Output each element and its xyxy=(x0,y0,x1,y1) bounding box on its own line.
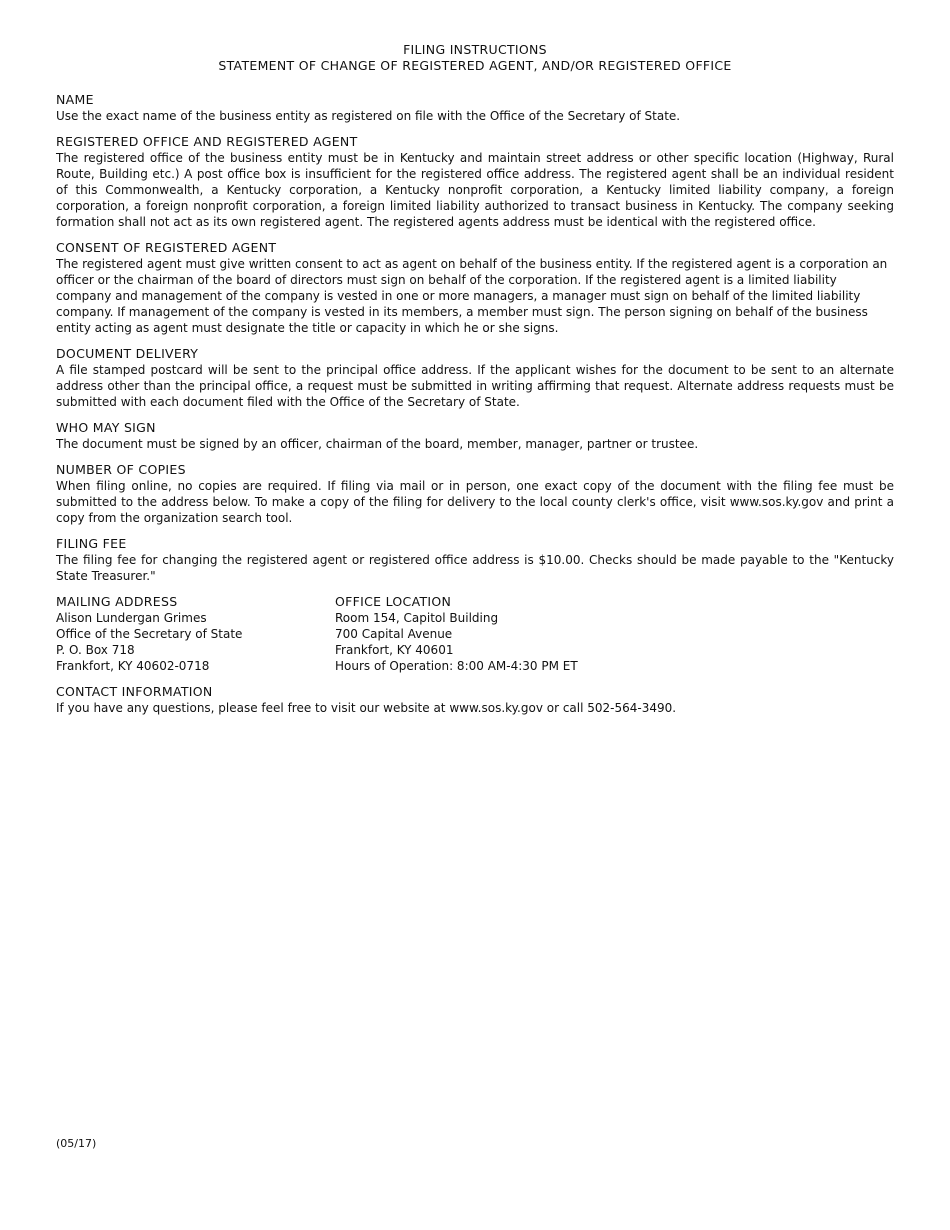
office-location-heading: OFFICE LOCATION xyxy=(335,594,452,609)
office-line: 700 Capital Avenue xyxy=(335,627,453,641)
section-text: A file stamped postcard will be sent to the principal office address. If the applicant wishes for the document to be sent to an alternate address other than the principal office, a request must be submitted in writing affirming that request. Alternate address requests must be submitted with each document filed with the Office of the Secretary of State. xyxy=(56,363,894,409)
mailing-line: P. O. Box 718 xyxy=(56,643,135,657)
office-line: Room 154, Capitol Building xyxy=(335,611,499,625)
section-heading: WHO MAY SIGN xyxy=(56,420,156,435)
instructions-page xyxy=(56,42,894,716)
section-document-delivery xyxy=(56,346,894,410)
mailing-address xyxy=(56,594,335,674)
section-text: The registered office of the business entity must be in Kentucky and maintain street address or other specific location (Highway, Rural Route, Building etc.) A post office box is insufficient for the registered office address. The registered agent shall be an individual resident of this Commonwealth, a Kentucky corporation, a Kentucky nonprofit corporation, a Kentucky limited liability company, a foreign corporation, a foreign nonprofit corporation, a foreign limited liability authorized to transact business in Kentucky. The company seeking formation shall not act as its own registered agent. The registered agents address must be identical with the registered office. xyxy=(56,151,894,229)
section-heading: REGISTERED OFFICE AND REGISTERED AGENT xyxy=(56,134,358,149)
section-heading: CONTACT INFORMATION xyxy=(56,684,213,699)
section-text: The registered agent must give written consent to act as agent on behalf of the business entity. If the registered agent is a corporation an officer or the chairman of the board of directors must sign on behalf of the corporation. If the registered agent is a limited liability company and management of the company is vested in one or more managers, a manager must sign on behalf of the limited liability company. If management of the company is vested in its members, a member must sign. The person signing on behalf of the business entity acting as agent must designate the title or capacity in which he or she signs. xyxy=(56,257,888,335)
revision-date: (05/17) xyxy=(56,1137,97,1150)
section-heading: CONSENT OF REGISTERED AGENT xyxy=(56,240,277,255)
address-block xyxy=(56,594,894,674)
mailing-line: Frankfort, KY 40602-0718 xyxy=(56,659,210,673)
mailing-line: Alison Lundergan Grimes xyxy=(56,611,207,625)
section-who-may-sign xyxy=(56,420,894,452)
section-text: The filing fee for changing the registered agent or registered office address is $10.00. Checks should be made payable to the "Kentucky State Treasurer." xyxy=(56,553,894,583)
section-text: The document must be signed by an officer, chairman of the board, member, manager, partner or trustee. xyxy=(56,437,699,451)
document-title xyxy=(56,42,894,74)
title-line-1: FILING INSTRUCTIONS xyxy=(403,42,547,57)
section-registered-office xyxy=(56,134,894,230)
section-heading: NUMBER OF COPIES xyxy=(56,462,186,477)
section-name xyxy=(56,92,894,124)
office-location xyxy=(335,594,578,674)
title-line-2: STATEMENT OF CHANGE OF REGISTERED AGENT, AND/OR REGISTERED OFFICE xyxy=(218,58,732,73)
section-text: When filing online, no copies are required. If filing via mail or in person, one exact copy of the document with the filing fee must be submitted to the address below. To make a copy of the filing for delivery to the local county clerk's office, visit www.sos.ky.gov and print a copy from the organization search tool. xyxy=(56,479,894,525)
section-heading: DOCUMENT DELIVERY xyxy=(56,346,199,361)
office-line: Hours of Operation: 8:00 AM-4:30 PM ET xyxy=(335,659,578,673)
section-heading: NAME xyxy=(56,92,94,107)
section-filing-fee xyxy=(56,536,894,584)
section-heading: FILING FEE xyxy=(56,536,127,551)
section-consent xyxy=(56,240,894,336)
office-line: Frankfort, KY 40601 xyxy=(335,643,454,657)
section-number-of-copies xyxy=(56,462,894,526)
section-contact-information xyxy=(56,684,894,716)
section-text: If you have any questions, please feel free to visit our website at www.sos.ky.gov or call 502-564-3490. xyxy=(56,701,677,715)
mailing-address-heading: MAILING ADDRESS xyxy=(56,594,178,609)
section-text: Use the exact name of the business entity as registered on file with the Office of the Secretary of State. xyxy=(56,109,681,123)
mailing-line: Office of the Secretary of State xyxy=(56,627,243,641)
